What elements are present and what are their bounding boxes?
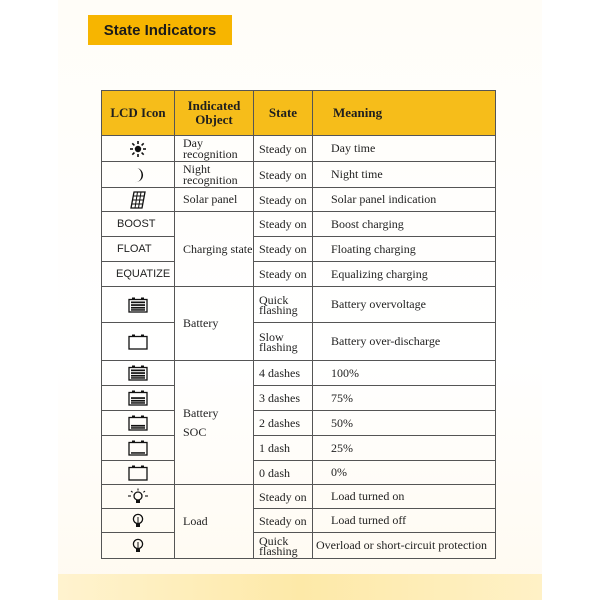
meaning-cell: Battery overvoltage: [313, 287, 496, 323]
icon-cell: [102, 386, 175, 411]
icon-cell: [102, 485, 175, 509]
page-footer-band: [58, 574, 542, 600]
meaning-cell: Boost charging: [313, 212, 496, 237]
header-state: State: [254, 91, 313, 136]
battery-empty-icon: [128, 334, 148, 350]
table-row: [102, 509, 496, 533]
table-row: [102, 323, 496, 361]
state-cell: 4 dashes: [254, 361, 313, 386]
icon-cell: [102, 461, 175, 485]
meaning-cell: Equalizing charging: [313, 262, 496, 287]
icon-cell: [102, 533, 175, 559]
boost-icon-text: BOOST: [102, 212, 175, 237]
load-on-bulb-icon: [127, 488, 149, 506]
meaning-cell: 50%: [313, 411, 496, 436]
meaning-cell: Day time: [313, 136, 496, 162]
header-indicated-object: Indicated Object: [175, 91, 254, 136]
header-meaning: Meaning: [313, 91, 496, 136]
moon-icon: [130, 167, 146, 183]
battery-full-icon: [128, 297, 148, 313]
icon-cell: [102, 136, 175, 162]
state-indicators-table: [101, 90, 496, 559]
meaning-cell: Load turned on: [313, 485, 496, 509]
state-cell: 2 dashes: [254, 411, 313, 436]
battery-1-dash-icon: [128, 440, 148, 456]
meaning-cell: 0%: [313, 461, 496, 485]
state-cell: Quick flashing: [254, 533, 313, 559]
battery-4-dashes-icon: [128, 365, 148, 381]
icon-cell: [102, 162, 175, 188]
state-cell: 1 dash: [254, 436, 313, 461]
state-cell: 3 dashes: [254, 386, 313, 411]
meaning-cell: Battery over-discharge: [313, 323, 496, 361]
battery-3-dashes-icon: [128, 390, 148, 406]
object-cell-battery: Battery: [175, 287, 254, 361]
object-cell-load: Load: [175, 485, 254, 559]
state-cell: Steady on: [254, 188, 313, 212]
meaning-cell: Load turned off: [313, 509, 496, 533]
state-cell: Steady on: [254, 162, 313, 188]
table-row: [102, 436, 496, 461]
icon-cell: [102, 436, 175, 461]
state-cell: Steady on: [254, 212, 313, 237]
icon-cell: [102, 411, 175, 436]
icon-cell: [102, 509, 175, 533]
float-icon-text: FLOAT: [102, 237, 175, 262]
state-cell: Steady on: [254, 136, 313, 162]
object-cell: Solar panel: [175, 188, 254, 212]
table-row: [102, 361, 496, 386]
equatize-icon-text: EQUATIZE: [102, 262, 175, 287]
meaning-cell: 100%: [313, 361, 496, 386]
state-cell: Slow flashing: [254, 323, 313, 361]
battery-soc-line-2: SOC: [183, 424, 207, 439]
solar-panel-icon: [130, 191, 146, 209]
load-fault-bulb-icon: [130, 537, 146, 555]
icon-cell: [102, 188, 175, 212]
meaning-cell: Night time: [313, 162, 496, 188]
table-header-row: [102, 91, 496, 136]
header-lcd-icon: LCD Icon: [102, 91, 175, 136]
meaning-cell: 25%: [313, 436, 496, 461]
sun-icon: [129, 140, 147, 158]
table-row: [102, 237, 496, 262]
battery-0-dash-icon: [128, 465, 148, 481]
meaning-cell: Floating charging: [313, 237, 496, 262]
load-off-bulb-icon: [130, 512, 146, 530]
table-row: [102, 136, 496, 162]
meaning-cell: 75%: [313, 386, 496, 411]
state-cell: Steady on: [254, 485, 313, 509]
meaning-cell: Solar panel indication: [313, 188, 496, 212]
table-row: [102, 411, 496, 436]
table-row: [102, 188, 496, 212]
icon-cell: [102, 361, 175, 386]
state-cell: Quick flashing: [254, 287, 313, 323]
battery-2-dashes-icon: [128, 415, 148, 431]
table-row: [102, 386, 496, 411]
object-cell: Day recognition: [175, 136, 254, 162]
state-cell: Steady on: [254, 509, 313, 533]
state-cell: Steady on: [254, 237, 313, 262]
section-title: State Indicators: [88, 15, 232, 45]
object-cell-battery-soc: [175, 361, 254, 485]
object-cell: Night recognition: [175, 162, 254, 188]
table-row: [102, 262, 496, 287]
table-row: [102, 533, 496, 559]
table-row: [102, 212, 496, 237]
meaning-cell: Overload or short-circuit protection: [313, 533, 496, 559]
table-row: [102, 461, 496, 485]
state-cell: 0 dash: [254, 461, 313, 485]
icon-cell: [102, 287, 175, 323]
table-row: [102, 162, 496, 188]
table-row: [102, 485, 496, 509]
state-cell: Steady on: [254, 262, 313, 287]
table-row: [102, 287, 496, 323]
icon-cell: [102, 323, 175, 361]
battery-soc-line-1: Battery: [183, 405, 219, 420]
object-cell-charging: Charging state: [175, 212, 254, 287]
